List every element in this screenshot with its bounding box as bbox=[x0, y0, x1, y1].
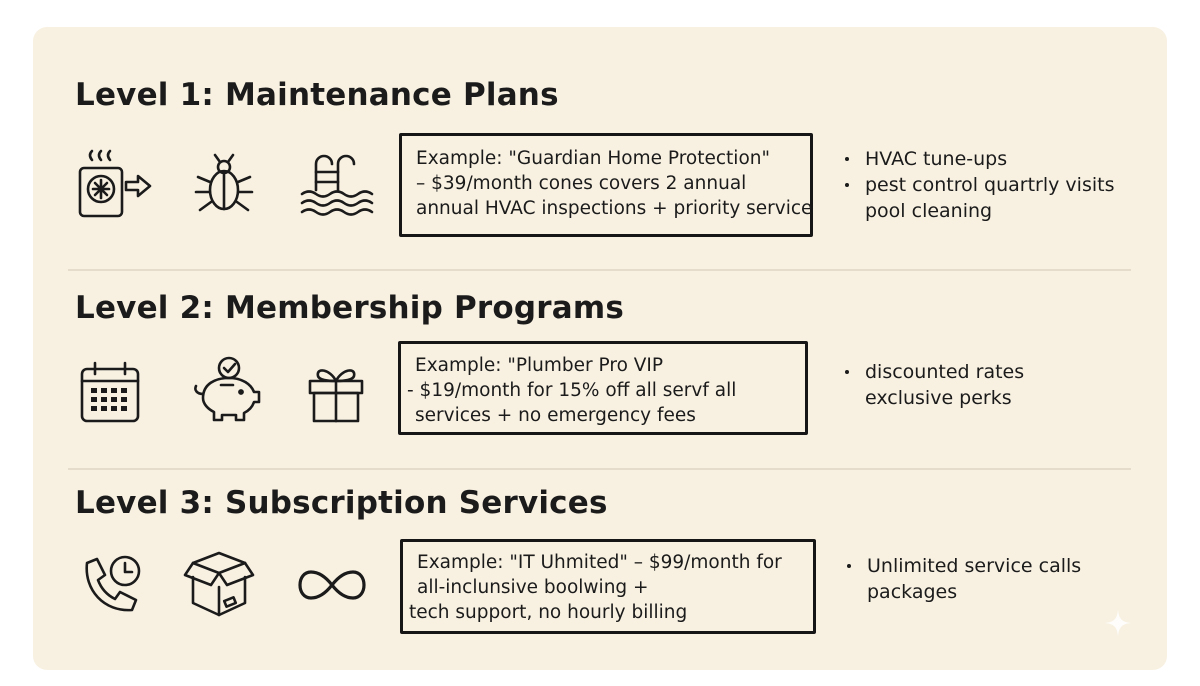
level-2-bullets bbox=[839, 359, 1024, 411]
bug-icon bbox=[191, 152, 257, 218]
bullet-item: exclusive perks bbox=[865, 387, 1012, 409]
level-1-example-box bbox=[399, 133, 813, 237]
section-divider bbox=[68, 269, 1131, 271]
level-2-heading: Level 2: Membership Programs bbox=[75, 290, 625, 326]
tiers-panel bbox=[33, 27, 1167, 670]
phone-clock-icon bbox=[77, 549, 143, 621]
section-divider bbox=[68, 468, 1131, 470]
piggy-bank-icon bbox=[189, 354, 265, 426]
level-2-example-box bbox=[398, 341, 808, 435]
level-3-heading: Level 3: Subscription Services bbox=[75, 485, 608, 521]
bullet-item: pool cleaning bbox=[865, 200, 993, 222]
calendar-icon bbox=[77, 360, 143, 426]
level-1-heading: Level 1: Maintenance Plans bbox=[75, 77, 559, 113]
example-line: Example: "Guardian Home Protection" bbox=[416, 148, 771, 169]
bullet-item: Unlimited service calls bbox=[841, 553, 1081, 579]
level-3-example-box bbox=[400, 539, 816, 634]
bullet-item: HVAC tune-ups bbox=[839, 146, 1114, 172]
bullet-item: discounted rates bbox=[839, 359, 1024, 385]
example-line: all-inclunsive boolwing + bbox=[417, 577, 649, 598]
pool-ladder-icon bbox=[298, 154, 374, 216]
infinity-icon bbox=[297, 567, 367, 603]
example-line: Example: "IT Uhmited" – $99/month for bbox=[417, 552, 782, 573]
hvac-unit-icon bbox=[76, 148, 158, 222]
example-line: - $19/month for 15% off all servf all bbox=[407, 380, 737, 401]
example-line: – $39/month cones covers 2 annual bbox=[416, 173, 747, 194]
example-line: services + no emergency fees bbox=[415, 405, 696, 426]
level-1-bullets bbox=[839, 146, 1114, 224]
example-line: tech support, no hourly billing bbox=[409, 602, 688, 623]
example-line: annual HVAC inspections + priority service bbox=[416, 198, 813, 219]
gift-icon bbox=[304, 361, 368, 425]
bullet-item: packages bbox=[867, 581, 958, 603]
sparkle-icon bbox=[1105, 610, 1131, 640]
level-3-bullets bbox=[841, 553, 1081, 605]
bullet-item: pest control quartrly visits bbox=[839, 172, 1114, 198]
example-line: Example: "Plumber Pro VIP bbox=[415, 355, 664, 376]
open-box-icon bbox=[181, 547, 257, 621]
